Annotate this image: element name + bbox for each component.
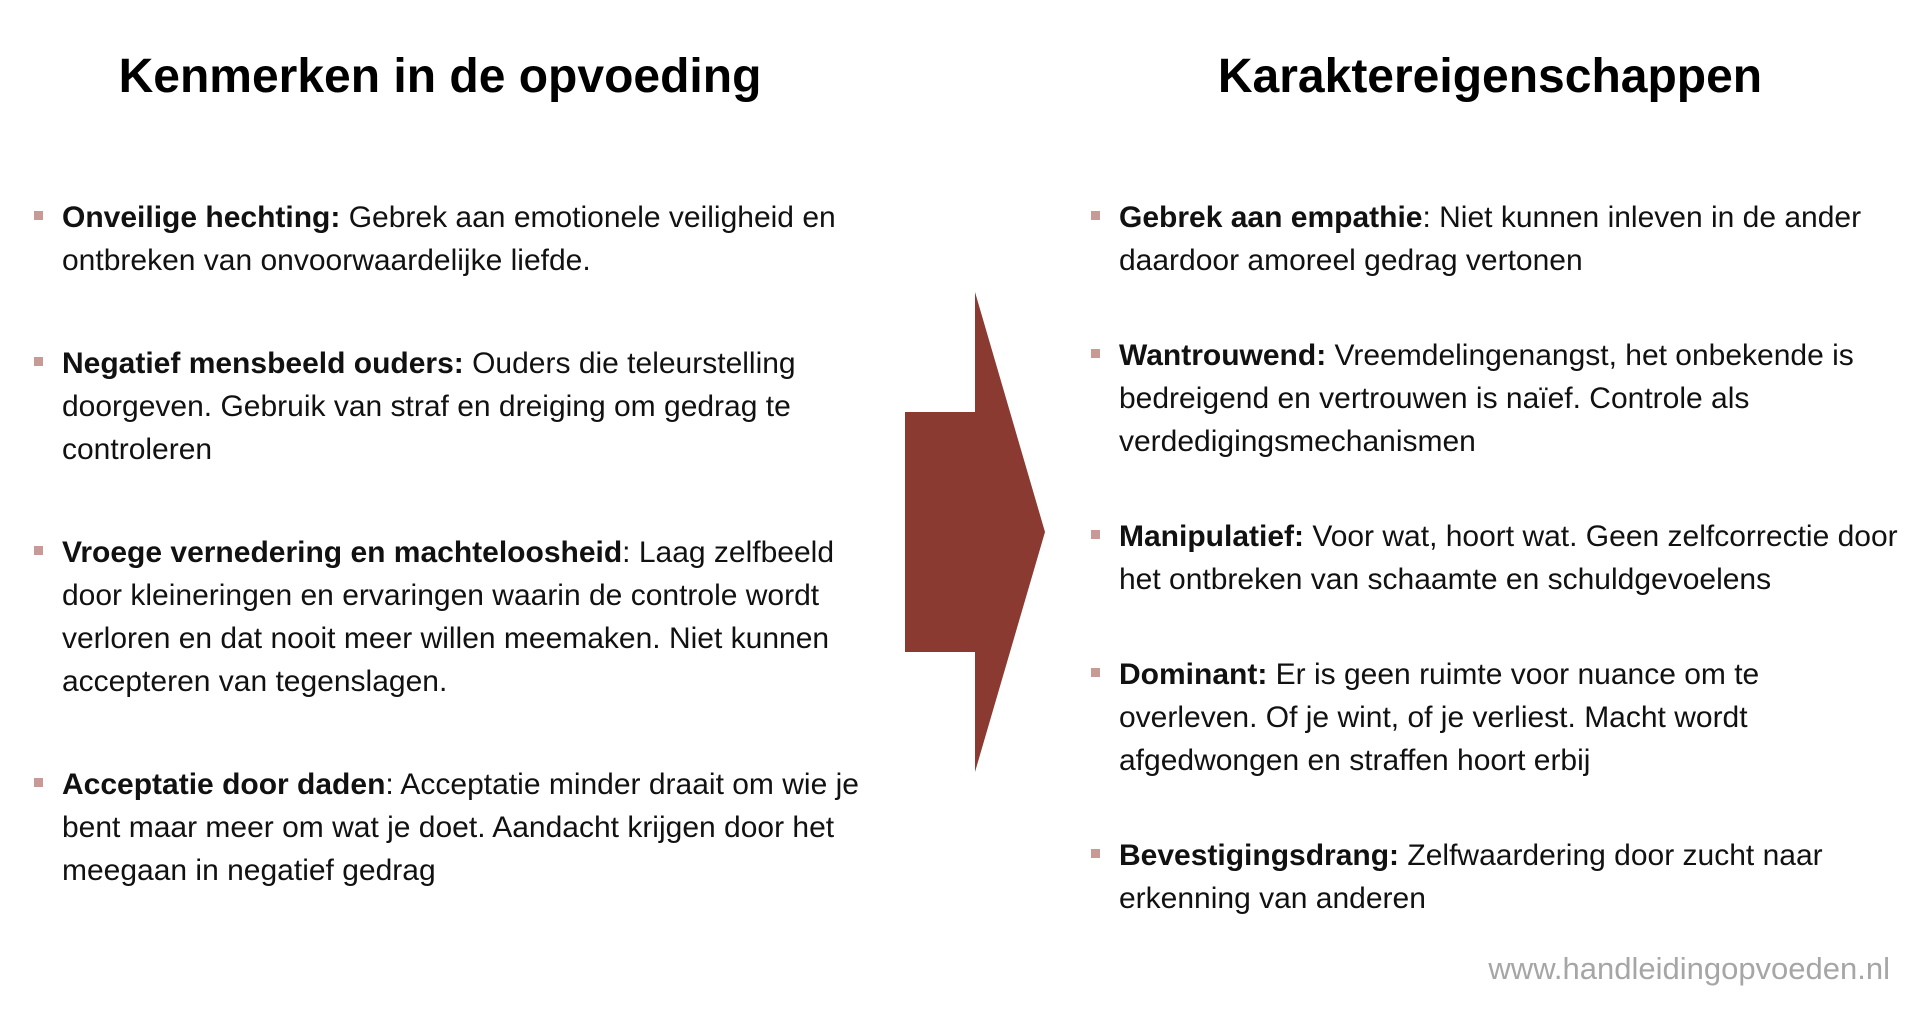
list-item: [28, 196, 868, 282]
arrow-shape: [905, 292, 1045, 772]
item-description: : Niet kunnen inleven in de ander daardoor amoreel gedrag vertonen: [1119, 201, 1862, 277]
square-bullet-icon: [34, 211, 43, 220]
list-item: [1085, 334, 1905, 463]
left-column-title: Kenmerken in de opvoeding: [118, 50, 762, 103]
website-watermark: www.handleidingopvoeden.nl: [1488, 951, 1890, 986]
list-item: [28, 763, 868, 892]
item-description: : Acceptatie minder draait om wie je bent maar meer om wat je doet. Aandacht krijgen door het meegaan in negatief gedrag: [62, 768, 859, 887]
item-description: Er is geen ruimte voor nuance om te overleven. Of je wint, of je verliest. Macht wordt afgedwongen en straffen hoort erbij: [1119, 658, 1760, 777]
square-bullet-icon: [1091, 849, 1100, 858]
item-description: : Laag zelfbeeld door kleineringen en ervaringen waarin de controle wordt verloren en dat nooit meer willen meemaken. Niet kunnen accepteren van tegenslagen.: [62, 536, 835, 698]
item-term: Gebrek aan empathie: [1119, 201, 1423, 234]
item-term: Bevestigingsdrang:: [1119, 839, 1400, 872]
arrow-right-icon: [905, 292, 1045, 772]
item-term: Manipulatief:: [1119, 520, 1304, 553]
item-term: Vroege vernedering en machteloosheid: [62, 536, 623, 569]
item-term: Negatief mensbeeld ouders:: [62, 347, 464, 380]
list-item: [1085, 515, 1905, 601]
item-term: Dominant:: [1119, 658, 1268, 691]
square-bullet-icon: [34, 357, 43, 366]
item-term: Wantrouwend:: [1119, 339, 1327, 372]
list-item: [28, 342, 868, 471]
item-description: Voor wat, hoort wat. Geen zelfcorrectie door het ontbreken van schaamte en schuldgevoelens: [1119, 520, 1898, 596]
character-traits-list: [1085, 196, 1905, 972]
item-description: Vreemdelingenangst, het onbekende is bedreigend en vertrouwen is naïef. Controle als verdedigingsmechanismen: [1119, 339, 1854, 458]
list-item: [1085, 196, 1905, 282]
square-bullet-icon: [1091, 349, 1100, 358]
item-description: Ouders die teleurstelling doorgeven. Gebruik van straf en dreiging om gedrag te controleren: [62, 347, 796, 466]
list-item: [1085, 834, 1905, 920]
item-description: Zelfwaardering door zucht naar erkenning van anderen: [1119, 839, 1823, 915]
square-bullet-icon: [34, 778, 43, 787]
item-term: Onveilige hechting:: [62, 201, 341, 234]
upbringing-characteristics-list: [28, 196, 868, 952]
square-bullet-icon: [1091, 530, 1100, 539]
item-term: Acceptatie door daden: [62, 768, 386, 801]
item-description: Gebrek aan emotionele veiligheid en ontbreken van onvoorwaardelijke liefde.: [62, 201, 836, 277]
square-bullet-icon: [34, 546, 43, 555]
list-item: [1085, 653, 1905, 782]
square-bullet-icon: [1091, 668, 1100, 677]
square-bullet-icon: [1091, 211, 1100, 220]
right-column-title: Karaktereigenschappen: [1217, 50, 1763, 103]
list-item: [28, 531, 868, 703]
